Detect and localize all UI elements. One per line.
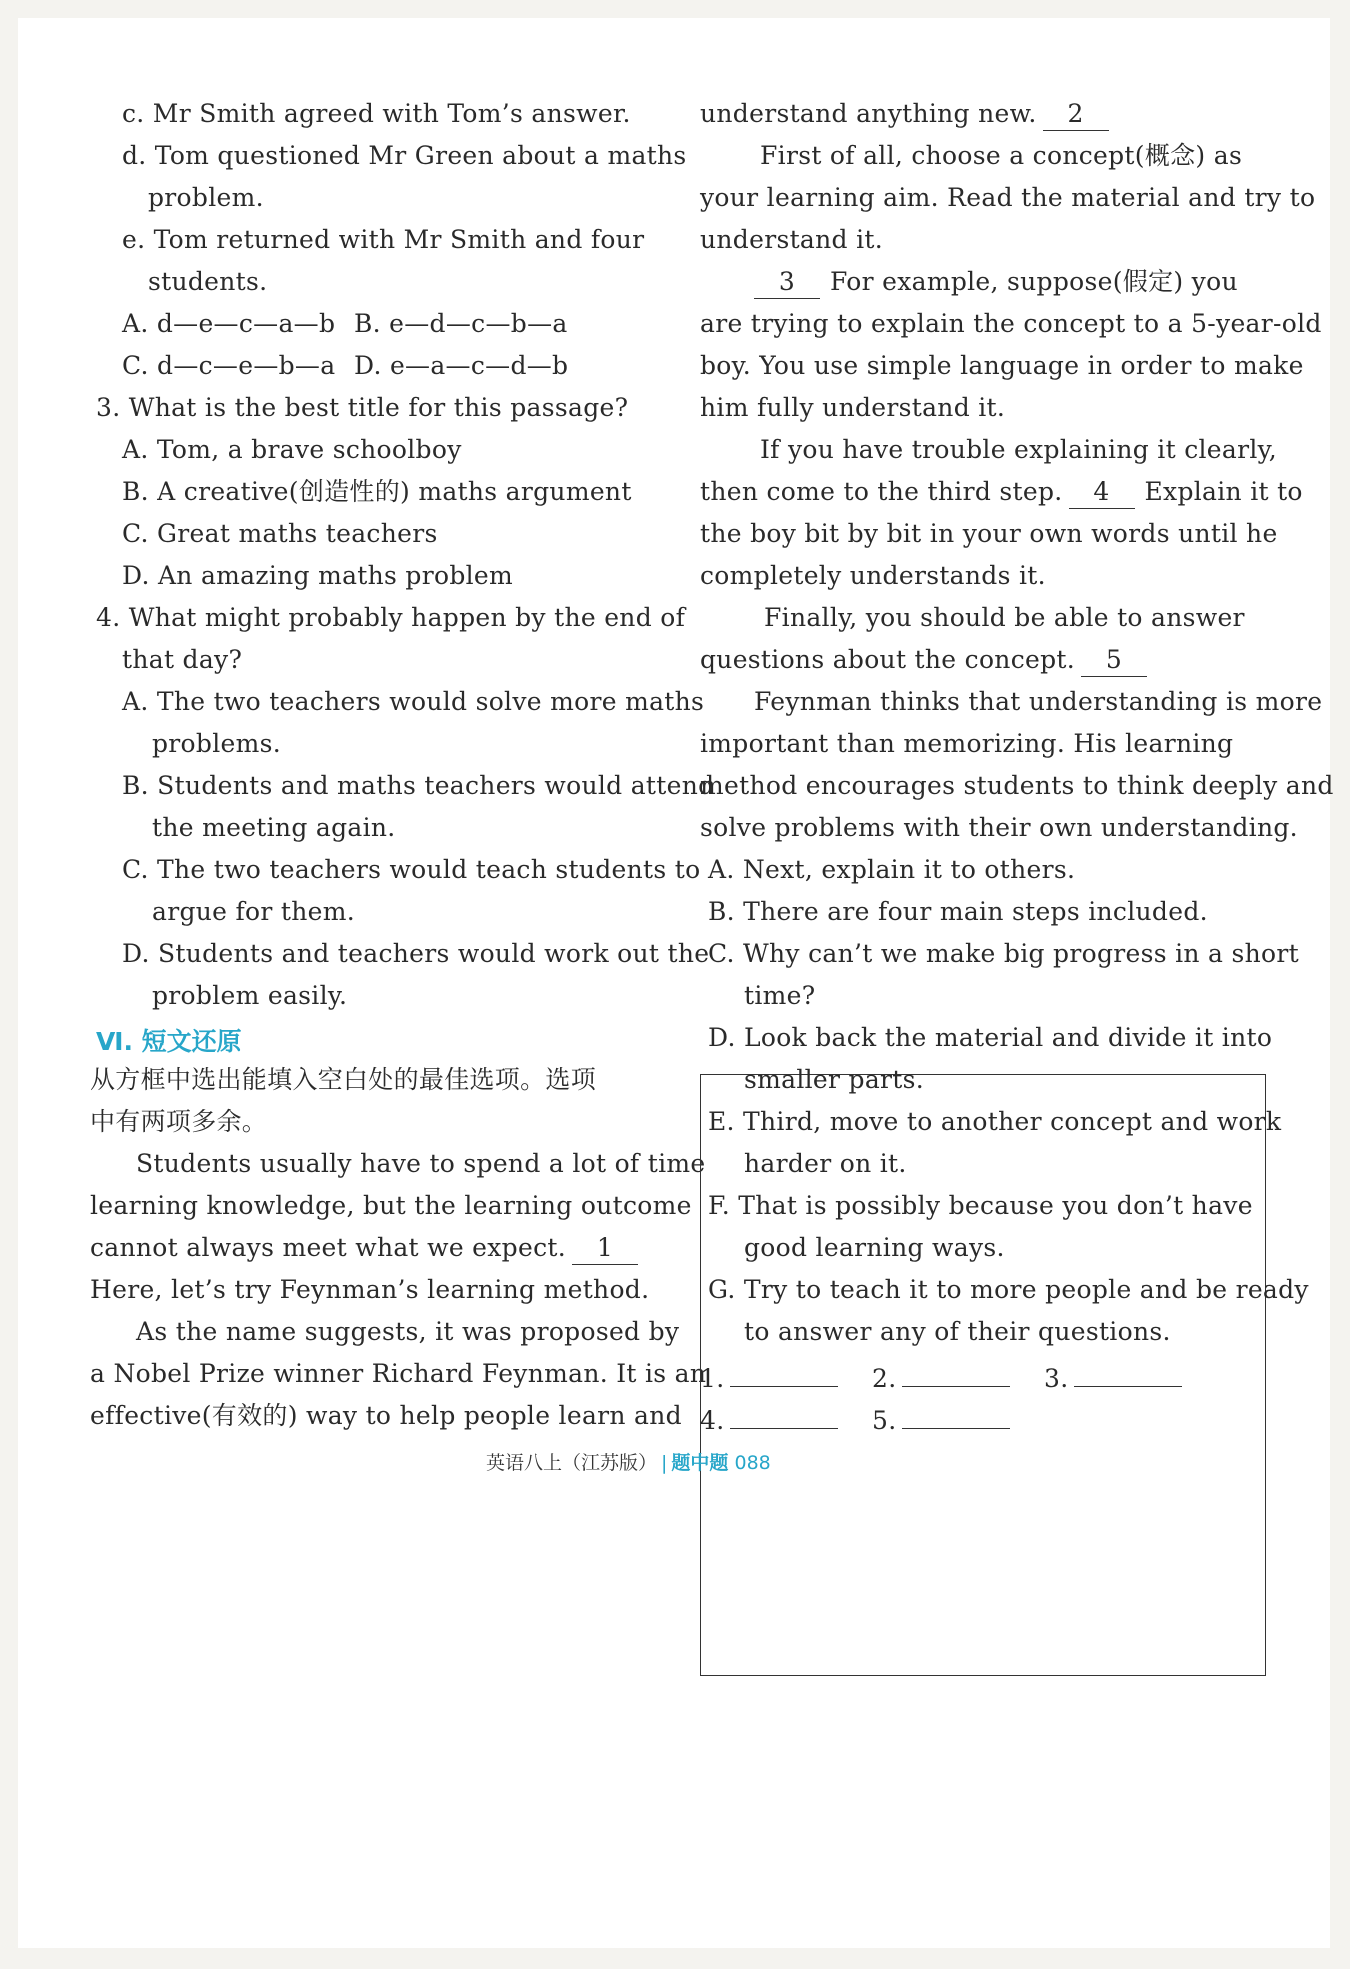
answer-blank[interactable] <box>730 1362 838 1387</box>
passage-line: understand it. <box>700 225 883 254</box>
answer-blank[interactable] <box>902 1362 1010 1387</box>
blank-2: 2 <box>1043 98 1109 131</box>
passage-line: effective(有效的) way to help people learn and <box>90 1401 682 1430</box>
answer-number: 1. <box>700 1364 725 1393</box>
passage-line <box>700 644 1147 677</box>
answer-slot-4 <box>700 1404 838 1437</box>
passage-text: cannot always meet what we expect. <box>90 1233 566 1262</box>
footer-separator: | <box>661 1452 668 1474</box>
passage-line: the boy bit by bit in your own words until he <box>700 519 1278 548</box>
passage-line: your learning aim. Read the material and try to <box>700 183 1316 212</box>
answer-blank[interactable] <box>902 1404 1010 1429</box>
box-option-g-cont: to answer any of their questions. <box>744 1317 1171 1346</box>
passage-line: solve problems with their own understanding. <box>700 813 1298 842</box>
passage-text: understand anything new. <box>700 99 1037 128</box>
answer-slot-3 <box>1044 1362 1182 1395</box>
answer-number: 5. <box>872 1406 897 1435</box>
q4-stem: 4. What might probably happen by the end of <box>96 603 686 632</box>
q2-choice-c: C. d—c—e—b—a <box>122 351 336 380</box>
answer-number: 2. <box>872 1364 897 1393</box>
q2-option-d-cont: problem. <box>148 183 264 212</box>
blank-5: 5 <box>1081 644 1147 677</box>
passage-line: Here, let’s try Feynman’s learning method. <box>90 1275 650 1304</box>
passage-line: completely understands it. <box>700 561 1046 590</box>
blank-3: 3 <box>754 266 820 299</box>
q4-choice-a: A. The two teachers would solve more maths <box>122 687 705 716</box>
box-option-f: F. That is possibly because you don’t have <box>708 1191 1253 1220</box>
q4-choice-d-cont: problem easily. <box>152 981 348 1010</box>
q3-choice-b: B. A creative(创造性的) maths argument <box>122 477 632 506</box>
passage-line: learning knowledge, but the learning outcome <box>90 1191 692 1220</box>
q3-stem: 3. What is the best title for this passage? <box>96 393 629 422</box>
answer-number: 4. <box>700 1406 725 1435</box>
passage-line: important than memorizing. His learning <box>700 729 1234 758</box>
answer-blank[interactable] <box>1074 1362 1182 1387</box>
page-footer <box>486 1448 771 1475</box>
section-title: Ⅵ. 短文还原 <box>96 1027 242 1056</box>
box-option-a: A. Next, explain it to others. <box>708 855 1076 884</box>
answer-blank[interactable] <box>730 1404 838 1429</box>
box-option-b: B. There are four main steps included. <box>708 897 1208 926</box>
book-title: 英语八上（江苏版） <box>486 1452 658 1474</box>
passage-line: Finally, you should be able to answer <box>764 603 1245 632</box>
box-option-d: D. Look back the material and divide it into <box>708 1023 1273 1052</box>
box-option-f-cont: good learning ways. <box>744 1233 1005 1262</box>
q4-choice-d: D. Students and teachers would work out the <box>122 939 710 968</box>
passage-line: First of all, choose a concept(概念) as <box>760 141 1243 170</box>
page-number: 088 <box>734 1452 771 1474</box>
answer-slot-5 <box>872 1404 1010 1437</box>
passage-text: Explain it to <box>1144 477 1303 506</box>
q2-option-c: c. Mr Smith agreed with Tom’s answer. <box>122 99 631 128</box>
workbook-page <box>18 18 1334 1948</box>
passage-line <box>700 476 1303 509</box>
passage-line: him fully understand it. <box>700 393 1006 422</box>
passage-line <box>90 1232 638 1265</box>
q2-option-e: e. Tom returned with Mr Smith and four <box>122 225 645 254</box>
q2-choice-a: A. d—e—c—a—b <box>122 309 336 338</box>
passage-line: method encourages students to think deeply and <box>700 771 1334 800</box>
passage-text: questions about the concept. <box>700 645 1075 674</box>
passage-line: a Nobel Prize winner Richard Feynman. It is an <box>90 1359 707 1388</box>
passage-text: For example, suppose(假定) you <box>830 267 1238 296</box>
q2-choice-b: B. e—d—c—b—a <box>354 309 568 338</box>
box-option-c-cont: time? <box>744 981 816 1010</box>
passage-line <box>754 266 1238 299</box>
passage-line <box>700 98 1109 131</box>
blank-1: 1 <box>572 1232 638 1265</box>
q4-choice-b-cont: the meeting again. <box>152 813 396 842</box>
section-instruction: 从方框中选出能填入空白处的最佳选项。选项 <box>90 1065 597 1094</box>
box-option-d-cont: smaller parts. <box>744 1065 925 1094</box>
q4-choice-c-cont: argue for them. <box>152 897 355 926</box>
passage-line: are trying to explain the concept to a 5-year-old <box>700 309 1322 338</box>
section-instruction-cont: 中有两项多余。 <box>90 1107 268 1136</box>
q3-choice-a: A. Tom, a brave schoolboy <box>122 435 462 464</box>
box-option-g: G. Try to teach it to more people and be ready <box>708 1275 1309 1304</box>
q4-choice-c: C. The two teachers would teach students to <box>122 855 701 884</box>
q3-choice-c: C. Great maths teachers <box>122 519 438 548</box>
q2-choice-d: D. e—a—c—d—b <box>354 351 569 380</box>
q4-stem-cont: that day? <box>122 645 243 674</box>
box-option-e: E. Third, move to another concept and work <box>708 1107 1282 1136</box>
box-option-c: C. Why can’t we make big progress in a short <box>708 939 1299 968</box>
passage-line: boy. You use simple language in order to make <box>700 351 1304 380</box>
q2-option-d: d. Tom questioned Mr Green about a maths <box>122 141 687 170</box>
answer-slot-1 <box>700 1362 838 1395</box>
q4-choice-a-cont: problems. <box>152 729 281 758</box>
q2-option-e-cont: students. <box>148 267 268 296</box>
passage-line: Feynman thinks that understanding is more <box>754 687 1323 716</box>
blank-4: 4 <box>1069 476 1135 509</box>
q3-choice-d: D. An amazing maths problem <box>122 561 514 590</box>
series-tag: 题中题 <box>671 1452 729 1474</box>
passage-line: As the name suggests, it was proposed by <box>136 1317 680 1346</box>
passage-line: If you have trouble explaining it clearly, <box>760 435 1277 464</box>
answer-number: 3. <box>1044 1364 1069 1393</box>
q4-choice-b: B. Students and maths teachers would attend <box>122 771 715 800</box>
answer-slot-2 <box>872 1362 1010 1395</box>
passage-text: then come to the third step. <box>700 477 1063 506</box>
box-option-e-cont: harder on it. <box>744 1149 907 1178</box>
passage-line: Students usually have to spend a lot of time <box>136 1149 706 1178</box>
